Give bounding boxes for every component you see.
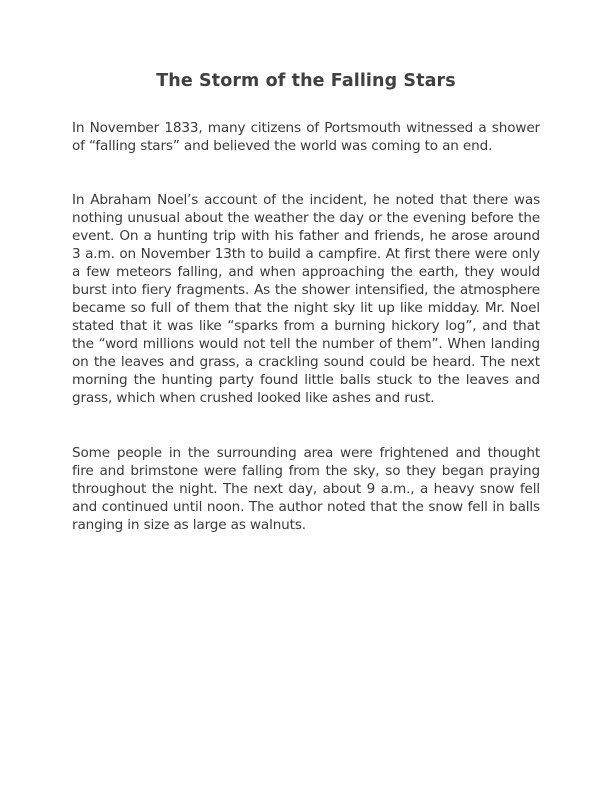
paragraph-3: Some people in the surrounding area were frightened and thought fire and brimstone were falling from the sky, so they began praying throughout the night. The next day, about 9 a.m., a heavy snow fell and continued until noon. The author noted that the snow fell in balls ranging in size as large as walnuts.	[72, 445, 540, 533]
page-title: The Storm of the Falling Stars	[156, 71, 456, 91]
paragraph-1: In November 1833, many citizens of Portsmouth witnessed a shower of “falling stars” and believed the world was coming to an end.	[72, 120, 540, 154]
paragraph-2: In Abraham Noel’s account of the incident, he noted that there was nothing unusual about the weather the day or the evening before the event. On a hunting trip with his father and friends, he arose around 3 a.m. on November 13th to build a campfire. At first there were only a few meteors falling, and when approaching the earth, they would burst into fiery fragments. As the shower intensified, the atmosphere became so full of them that the night sky lit up like midday. Mr. Noel stated that it was like “sparks from a burning hickory log”, and that the “word millions would not tell the number of them”. When landing on the leaves and grass, a crackling sound could be heard. The next morning the hunting party found little balls stuck to the leaves and grass, which when crushed looked like ashes and rust.	[72, 192, 540, 406]
